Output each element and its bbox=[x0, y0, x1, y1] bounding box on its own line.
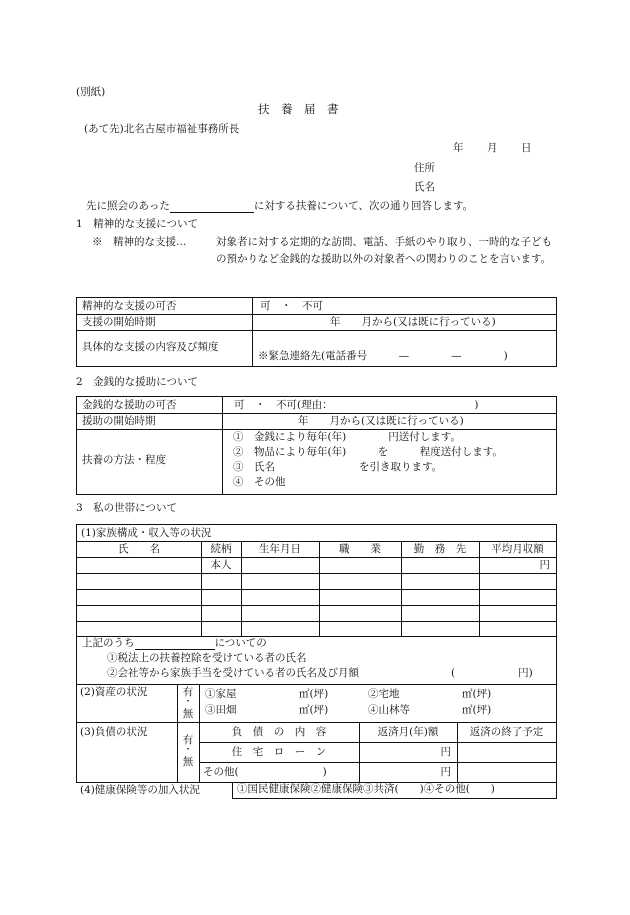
date-month: 月 bbox=[487, 142, 498, 154]
income-yen-unit: 円 bbox=[539, 559, 550, 571]
intro-sentence bbox=[86, 200, 473, 213]
debts-no: 無 bbox=[182, 756, 194, 768]
housing-loan-yen: 円 bbox=[440, 746, 451, 758]
method-item: ③ 氏名 を引き取ります。 bbox=[233, 461, 443, 473]
name-label: 氏名 bbox=[414, 181, 435, 193]
family-table-title: (1)家族構成・収入等の状況 bbox=[81, 527, 212, 539]
date-day: 日 bbox=[521, 142, 532, 154]
section3-heading: 3 私の世帯について bbox=[76, 502, 177, 514]
section1-heading: 1 精神的な支援について bbox=[76, 218, 198, 230]
asset-unit: ㎡(坪) bbox=[462, 704, 492, 716]
debt-monthly-header: 返済月(年)額 bbox=[377, 726, 439, 738]
support-start-label: 支援の開始時期 bbox=[82, 316, 156, 328]
other-debt-yen: 円 bbox=[440, 766, 451, 778]
among-prefix: 上記のうち bbox=[82, 637, 135, 649]
asset-land: ②宅地 bbox=[368, 688, 400, 700]
dependents-box bbox=[76, 635, 557, 685]
aid-start-value: 年 月から(又は既に行っている) bbox=[298, 415, 464, 427]
col-workplace: 勤 務 先 bbox=[413, 543, 467, 555]
col-relation: 続柄 bbox=[210, 543, 232, 555]
referral-blank bbox=[170, 201, 254, 213]
insurance-box bbox=[232, 782, 557, 799]
address-label: 住所 bbox=[414, 162, 435, 174]
asset-unit: ㎡(坪) bbox=[462, 688, 492, 700]
aid-possibility-label: 金銭的な援助の可否 bbox=[82, 399, 177, 411]
debts-dot: ・ bbox=[183, 745, 193, 755]
asset-unit: ㎡(坪) bbox=[299, 688, 329, 700]
family-allowance-item: ②会社等から家族手当を受けている者の氏名及び月額 bbox=[107, 667, 359, 679]
self-relation: 本人 bbox=[210, 559, 232, 571]
assets-yes: 有 bbox=[182, 686, 194, 698]
col-birthdate: 生年月日 bbox=[259, 543, 301, 555]
asset-unit: ㎡(坪) bbox=[299, 704, 329, 716]
family-table bbox=[76, 524, 557, 637]
asset-farmland: ③田畑 bbox=[205, 704, 237, 716]
housing-loan-row: 住 宅 ロ ー ン bbox=[231, 746, 327, 758]
support-possibility-label: 精神的な支援の可否 bbox=[82, 300, 177, 312]
aid-possibility-value: 可 ・ 不可(理由： ) bbox=[234, 399, 479, 411]
section1-note-text: 対象者に対する定期的な訪問、電話、手紙のやり取り、一時的な子どもの預かりなど金銭的な援助以外の対象者への関わりのことを言います。 bbox=[216, 236, 552, 265]
method-item: ④ その他 bbox=[233, 476, 286, 488]
emergency-contact: ※緊急連絡先(電話番号 — — ) bbox=[258, 350, 508, 362]
debt-content-header: 負 債 の 内 容 bbox=[231, 726, 327, 738]
support-possibility-value: 可 ・ 不可 bbox=[260, 300, 323, 312]
debts-table bbox=[76, 722, 557, 783]
support-method-label: 扶養の方法・程度 bbox=[82, 454, 166, 466]
method-item: ① 金銭により毎年(年) 円送付します。 bbox=[233, 431, 461, 443]
debts-yes: 有 bbox=[182, 734, 194, 746]
tax-dependent-item: ①税法上の扶養控除を受けている者の氏名 bbox=[107, 652, 307, 664]
date-year: 年 bbox=[453, 142, 464, 154]
col-occupation: 職 業 bbox=[339, 543, 381, 555]
debt-end-header: 返済の終了予定 bbox=[469, 726, 544, 738]
col-monthly-income: 平均月収額 bbox=[491, 543, 544, 555]
section2-table bbox=[76, 396, 557, 495]
insurance-options: ①国民健康保険②健康保険③共済( )④その他( ) bbox=[237, 783, 495, 795]
support-start-value: 年 月から(又は既に行っている) bbox=[330, 316, 496, 328]
attachment-label: (別紙) bbox=[76, 86, 106, 98]
col-name: 氏 名 bbox=[118, 543, 160, 555]
intro-before: 先に照会のあった bbox=[86, 200, 170, 212]
addressee: (あて先)北名古屋市福祉事務所長 bbox=[84, 123, 240, 135]
among-suffix: についての bbox=[214, 637, 267, 649]
support-detail-label: 具体的な支援の内容及び頻度 bbox=[82, 341, 219, 353]
insurance-label: (4)健康保険等の加入状況 bbox=[80, 784, 200, 796]
assets-no: 無 bbox=[182, 708, 194, 720]
assets-table bbox=[76, 684, 557, 723]
asset-house: ①家屋 bbox=[205, 688, 237, 700]
section1-note-mark: ※ 精神的な支援… bbox=[92, 236, 187, 248]
debts-label: (3)負債の状況 bbox=[80, 726, 148, 738]
page-title: 扶 養 届 書 bbox=[258, 102, 339, 116]
assets-label: (2)資産の状況 bbox=[80, 686, 148, 698]
method-item: ② 物品により毎年(年) を 程度送付します。 bbox=[233, 446, 503, 458]
family-allowance-amount: ( 円) bbox=[451, 667, 533, 679]
assets-dot: ・ bbox=[183, 697, 193, 707]
asset-forest: ④山林等 bbox=[368, 704, 410, 716]
among-blank bbox=[135, 638, 215, 650]
among-line bbox=[82, 637, 267, 650]
other-debt-row: その他( ) bbox=[203, 766, 327, 778]
section2-heading: 2 金銭的な援助について bbox=[76, 376, 198, 388]
section1-table bbox=[76, 297, 557, 367]
aid-start-label: 援助の開始時期 bbox=[82, 415, 156, 427]
intro-after: に対する扶養について、次の通り回答します。 bbox=[253, 200, 474, 212]
